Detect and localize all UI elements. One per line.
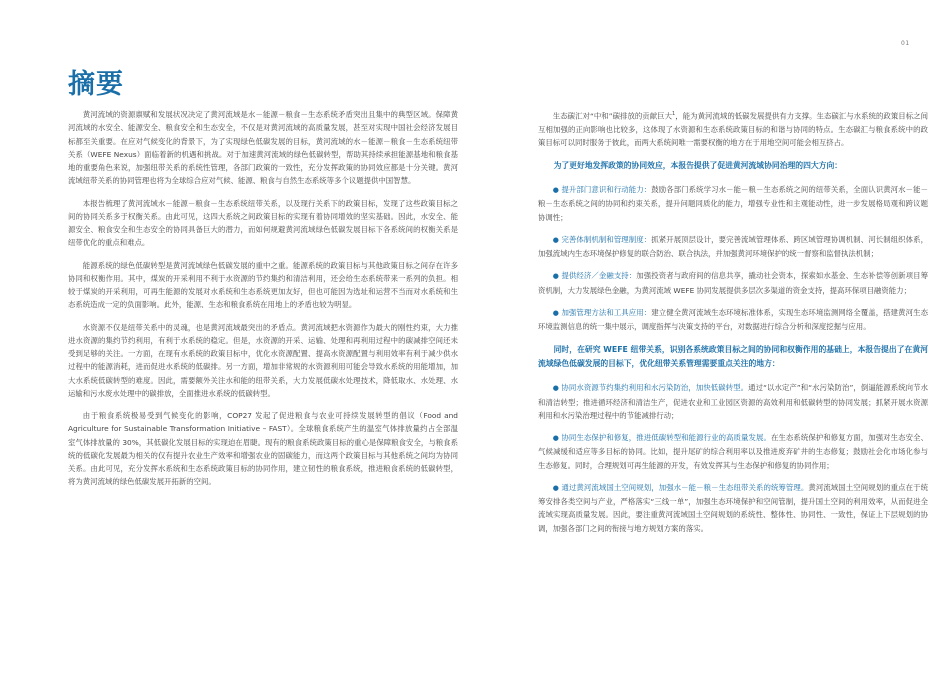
right-column xyxy=(538,108,928,544)
left-paragraph-1: 黄河流域的资源禀赋和发展状况决定了黄河流域是水－能源－粮食－生态系统矛盾突出且集中的典型区域。保障黄河流域的水安全、能源安全、粮食安全和生态安全，不仅是对黄河流域的高质量发展，甚至对实现中国社会经济发展目标都至关重要。在应对气候变化的背景下，为了实现绿色低碳发展的目标，黄河流域的水－能源－粮食－生态系统纽带关系（WEFE Nexus）面临着新的机遇和挑战。对于加速黄河流域的绿色低碳转型，帮助其持续承担能源基地和粮食基地的重要角色来说，加强纽带关系的系统性管理，各部门政策的一致性，充分发挥政策的协同效应都是十分关键。黄河流域纽带关系的协同管理也将为全球综合应对气候、能源、粮食与自然生态系统等多个议题提供中国智慧。 xyxy=(68,110,458,186)
bullet-item-6 xyxy=(538,431,928,472)
bullet-key: 协同水资源节约集约利用和水污染防治，加快低碳转型。 xyxy=(561,383,749,393)
bullet-key: 完善体制机制和管理制度： xyxy=(561,234,652,244)
bullet-item-7 xyxy=(538,481,928,535)
bullet-text: 黄河流域国土空间规划的重点在于统筹安排各类空间与产业，严格落实“三线一单”，加强生态环境保护和空间管制，提升国土空间的利用效率，从而促进全流域实现高质量发展。因此，要注重黄河流域国土空间规划的系统性、整体性、协同性、一致性，保证上下层规划的协调，加强各部门之间的衔接与地方规划方案的落实。 xyxy=(538,482,928,533)
bullet-dot-icon: ● xyxy=(552,483,559,492)
bullet-text: 鼓励各部门系统学习水－能－粮－生态系统之间的纽带关系，全面认识黄河水－能－粮－生态系统之间的协同和约束关系，提升问题同质化的能力，增强专业性和主观能动性，进一步发展格局观和跨议题协调性； xyxy=(538,185,928,222)
bullet-item-3 xyxy=(538,269,928,297)
bullet-text: 抓紧开展顶层设计，要完善流域管理体系、跨区域管理协调机制、河长制组织体系，加强流域内生态环境保护修复的联合防治、联合执法，并加强黄河环境保护的统一督察和监督执法机制； xyxy=(538,234,928,259)
bullet-text: 加强投资者与政府间的信息共享，撬动社会资本，探索如水基金、生态补偿等创新项目筹资机制，大力发展绿色金融，为黄河流域 WEFE 协同发展提供多层次多渠道的资金支持，提高环保项目融资能力； xyxy=(538,271,928,295)
right-intro-text-b: ，能为黄河流域的低碳发展提供有力支撑。生态碳汇与水系统的政策目标之间互相加强的正向影响也比较多，这体现了水资源和生态系统政策目标的和谐与协同的特点。生态碳汇与粮食系统中的政策目标可以同时服务于彼此，而两大系统间唯一需要权衡的地方在于用地空间可能会相互挤占。 xyxy=(538,111,928,147)
section-heading-focus: 同时，在研究 WEFE 纽带关系，识别各系统政策目标之间的协同和权衡作用的基础上，本报告提出了在黄河流域绿色低碳发展的目标下，优化纽带关系管理需要重点关注的地方： xyxy=(538,345,928,369)
bullet-dot-icon: ● xyxy=(552,235,559,244)
bullet-item-2 xyxy=(538,233,928,261)
footnote-marker: 1 xyxy=(672,111,676,117)
right-intro-text-a: 生态碳汇对“中和”碳排放的贡献巨大 xyxy=(552,111,673,121)
bullet-item-5 xyxy=(538,381,928,422)
bullet-item-4 xyxy=(538,306,928,334)
bullet-dot-icon: ● xyxy=(552,272,559,281)
bullet-text: 在生态系统保护和修复方面，加强对生态安全、气候减缓和适应等多目标的协同。比如，提升尾矿的综合利用率以及推进废弃矿井的生态修复；鼓励社会化市场化参与生态修复。同时，合理规划可再生能源的开发，有效发挥其与生态保护和修复的协同作用； xyxy=(538,433,928,470)
left-column xyxy=(68,108,458,498)
bullet-key: 协同生态保护和修复，推进低碳转型和能源行业的高质量发展。 xyxy=(561,433,771,443)
bullet-key: 提供经济／金融支持： xyxy=(561,271,637,281)
page-title: 摘要 xyxy=(68,69,124,100)
right-intro-paragraph xyxy=(538,108,928,149)
left-paragraph-3: 能源系统的绿色低碳转型是黄河流域绿色低碳发展的重中之重。能源系统的政策目标与其他政策目标之间存在许多协同和权衡作用。其中，煤炭的开采利用不利于水资源的节约集约和清洁利用，还会给生态系统带来一系列的负担。相较于煤炭的开采利用，可再生能源的发展对水系统和生态系统更加友好，但也可能因为选址和运营不当而对水系统和生态系统造成一定的负面影响。此外，能源、生态和粮食系统在用地上的矛盾也较为明显。 xyxy=(68,260,458,310)
bullet-item-1 xyxy=(538,183,928,224)
bullet-key: 加强管理方法和工具应用： xyxy=(561,307,652,317)
left-paragraph-5: 由于粮食系统极易受到气候变化的影响，COP27 发起了促进粮食与农业可持续发展转型的倡议（Food and Agriculture for Sustainable Transformation Initiative – FAST）。全球粮食系统产生的温室气体排放量约占全部温室气体排放量的 30%，其低碳化发展目标的实现迫在眉睫。现有的粮食系统政策目标的重心是保障粮食安全，与粮食系统的低碳化发展最为相关的仅有提升农业生产效率和增强农业的固碳能力，而这两个政策目标与其他系统之间均为协同关系。由此可见，充分发挥水系统和生态系统政策目标的协同作用，建立韧性的粮食系统，推进粮食系统的低碳转型，将为黄河流域的绿色低碳发展开拓新的空间。 xyxy=(68,411,458,487)
bullet-dot-icon: ● xyxy=(552,308,559,317)
bullet-text: 通过“以水定产”和“水污染防治”，倒逼能源系统向节水和清洁转型；推进循环经济和清洁生产，促进农业和工业园区资源的高效利用和低碳转型的协同发展；抓紧开展水资源利用和水污染治理过程中的节能减排行动； xyxy=(538,383,928,420)
left-paragraph-2: 本报告梳理了黄河流域水－能源－粮食－生态系统纽带关系，以及现行关系下的政策目标，发现了这些政策目标之间的协同关系多于权衡关系。由此可见，这四大系统之间政策目标的实现有着协同增效的坚实基础。因此，水安全、能源安全、粮食安全和生态安全的协同具备巨大的潜力，而如何规避黄河流域绿色低碳发展目标下各系统间的权衡关系是纽带优化的重点和难点。 xyxy=(68,198,458,248)
bullet-dot-icon: ● xyxy=(552,186,559,195)
bullet-key: 提升部门意识和行动能力： xyxy=(561,185,652,195)
bullet-text: 建立健全黄河流域生态环境标准体系，实现生态环境监测网络全覆盖，搭建黄河生态环境监测信息的统一集中展示，调度指挥与决策支持的平台，对数据进行综合分析和深度挖掘与应用。 xyxy=(538,307,928,332)
bullet-dot-icon: ● xyxy=(552,384,559,393)
bullet-key: 通过黄河流域国土空间规划，加强水－能－粮－生态纽带关系的统筹管理。 xyxy=(561,482,809,492)
section-heading-directions: 为了更好地发挥政策的协同效应，本报告提供了促进黄河流域协同治理的四大方向： xyxy=(553,161,843,171)
left-paragraph-4: 水资源不仅是纽带关系中的灵魂，也是黄河流域最突出的矛盾点。黄河流域把水资源作为最大的刚性约束，大力推进水资源的集约节约利用，有利于水系统的稳定。但是，水资源的开采、运输、处理和再利用过程中的碳减排空间还未受到足够的关注。一方面，在现有水系统的政策目标中，优化水资源配置、提高水资源配置与利用效率有利于减少供水过程中的能源消耗，进而促进水系统的低碳排。另一方面，增加非常规的水资源利用可能会导致水系统的用能增加，加大水系统低碳转型的难度。因此，需要额外关注水和能的纽带关系，大力发展低碳水处理技术，降低取水、水处理、水运输和污水废水处理中的碳排放，全面推进水系统的低碳转型。 xyxy=(68,322,458,398)
page-number: 01 xyxy=(901,40,910,47)
bullet-dot-icon: ● xyxy=(552,434,559,443)
